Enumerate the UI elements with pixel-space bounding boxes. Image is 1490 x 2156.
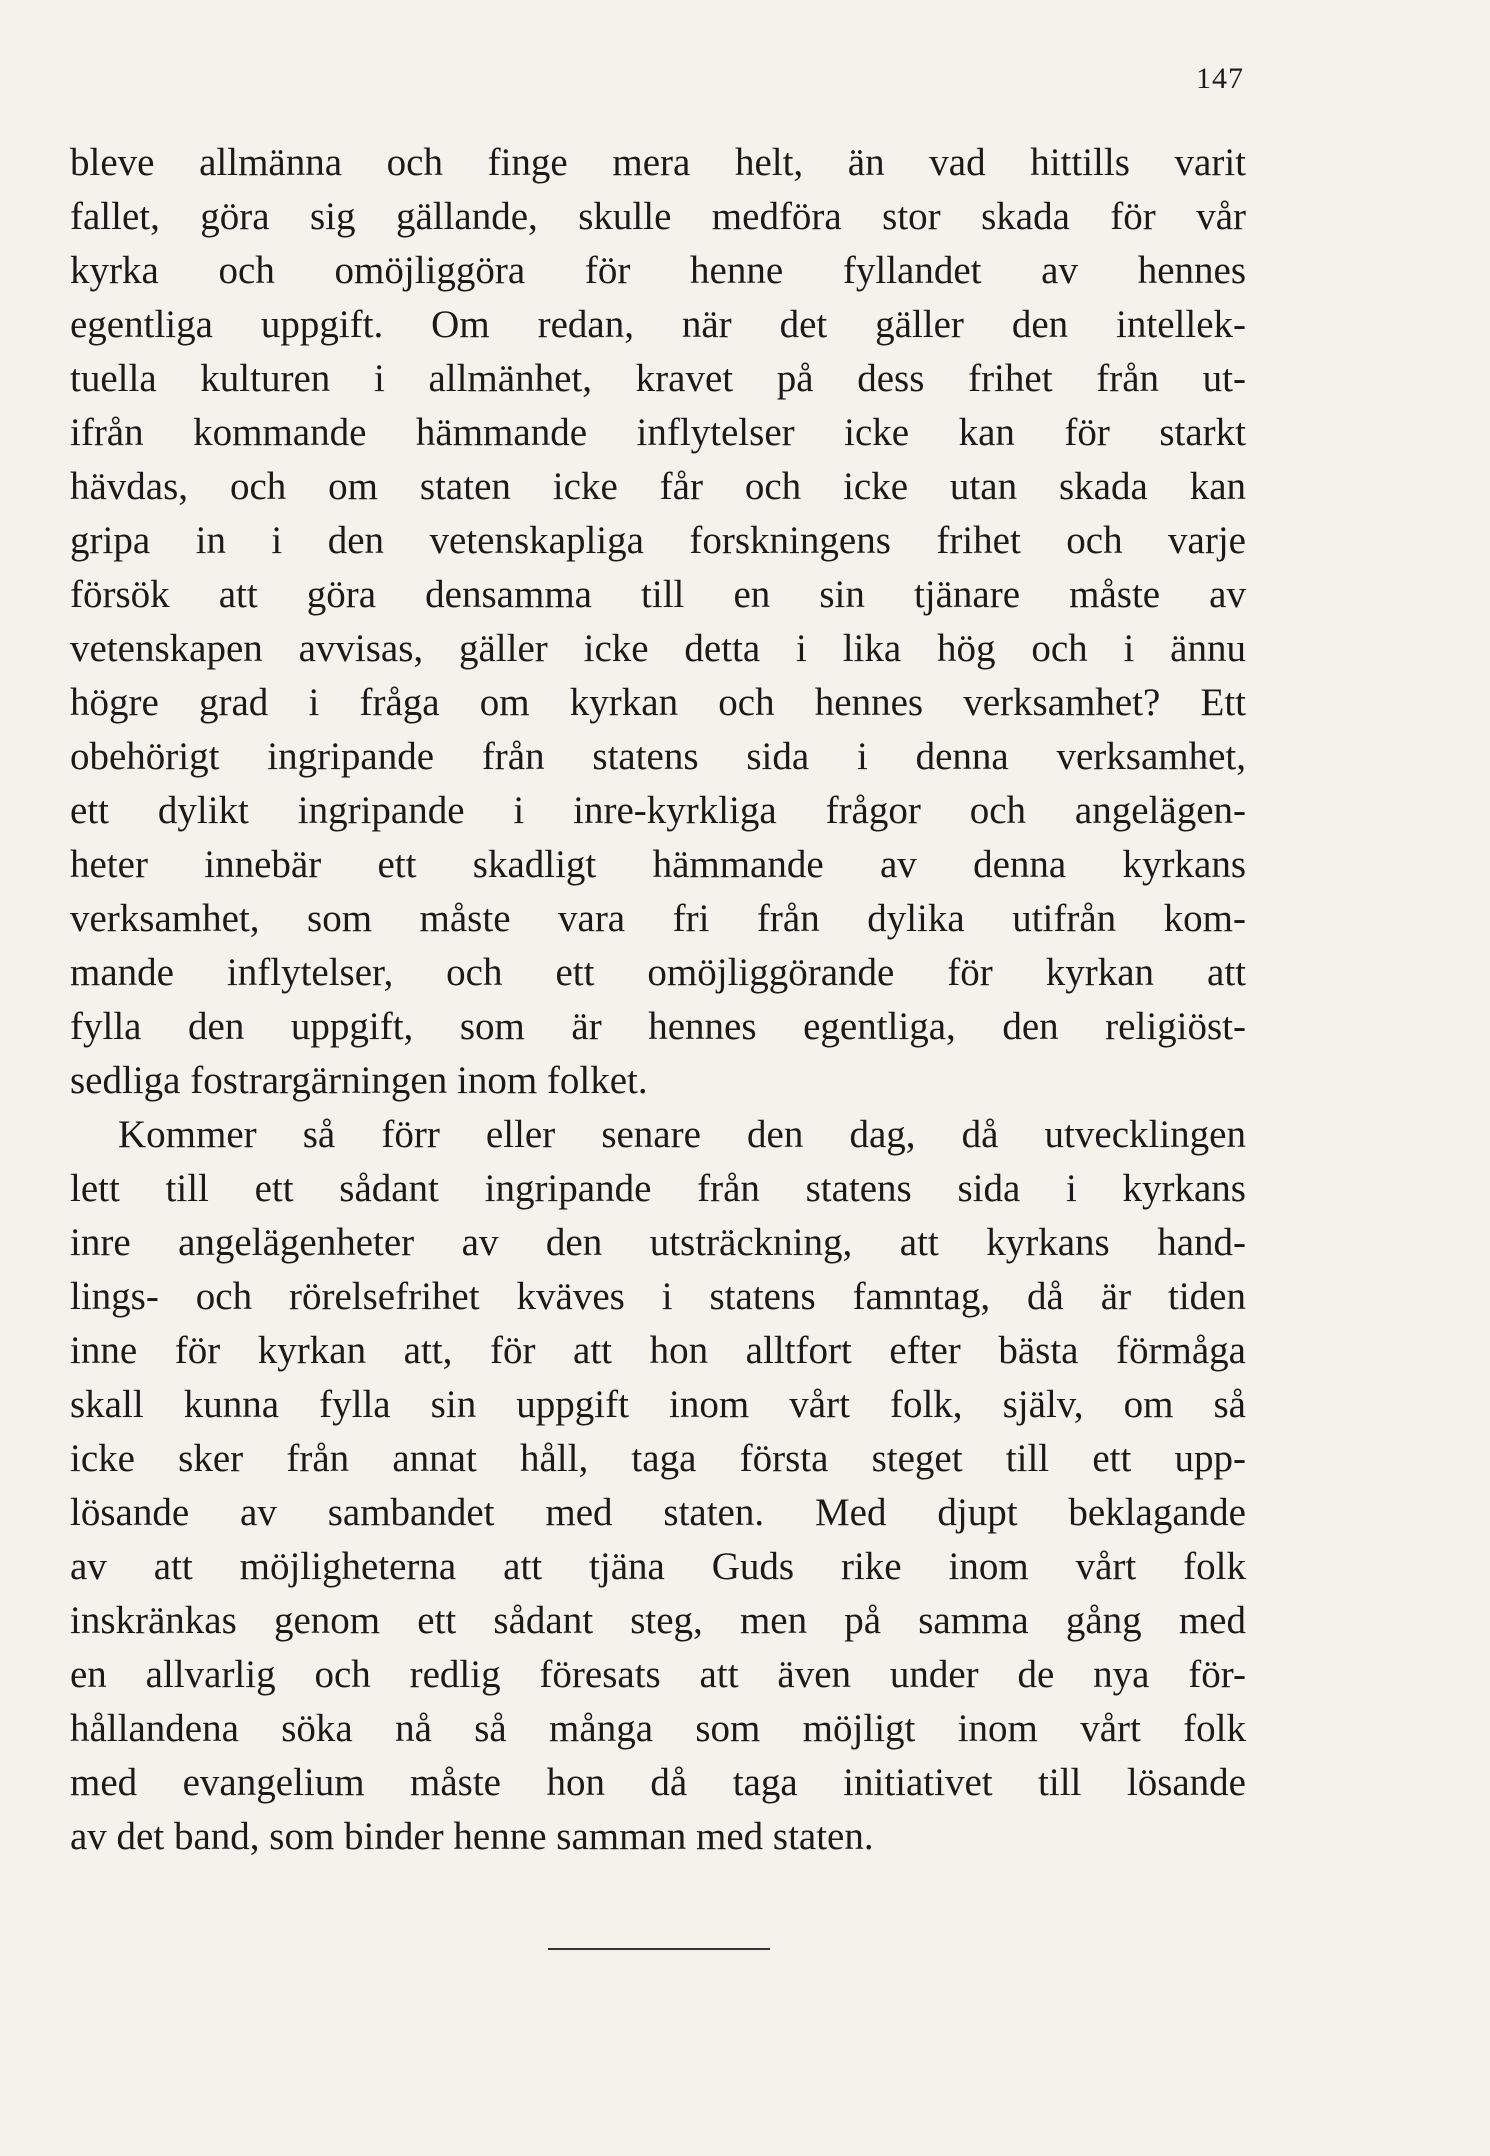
text-line: försök att göra densamma till en sin tjänare måste av (70, 573, 1246, 616)
paragraph-1 (70, 136, 1246, 1108)
text-line: en allvarlig och redlig föresats att även under de nya för- (70, 1653, 1246, 1696)
text-line: lett till ett sådant ingripande från statens sida i kyrkans (70, 1167, 1246, 1210)
text-line: Kommer så förr eller senare den dag, då utvecklingen (118, 1113, 1246, 1156)
text-line: fylla den uppgift, som är hennes egentliga, den religiöst- (70, 1005, 1246, 1048)
text-line: lösande av sambandet med staten. Med djupt beklagande (70, 1491, 1246, 1534)
body-text (70, 136, 1246, 1864)
text-line: av att möjligheterna att tjäna Guds rike inom vårt folk (70, 1545, 1246, 1588)
text-line: obehörigt ingripande från statens sida i denna verksamhet, (70, 735, 1246, 778)
text-line: tuella kulturen i allmänhet, kravet på dess frihet från ut- (70, 357, 1246, 400)
page-number: 147 (1196, 62, 1244, 95)
text-line: bleve allmänna och finge mera helt, än vad hittills varit (70, 141, 1246, 184)
text-line: inre angelägenheter av den utsträckning, att kyrkans hand- (70, 1221, 1246, 1264)
text-line: ett dylikt ingripande i inre-kyrkliga frågor och angelägen- (70, 789, 1246, 832)
text-line: inskränkas genom ett sådant steg, men på samma gång med (70, 1599, 1246, 1642)
text-line: högre grad i fråga om kyrkan och hennes verksamhet? Ett (70, 681, 1246, 724)
text-line: ifrån kommande hämmande inflytelser icke kan för starkt (70, 411, 1246, 454)
text-line: mande inflytelser, och ett omöjliggörande för kyrkan att (70, 951, 1246, 994)
text-line: hållandena söka nå så många som möjligt inom vårt folk (70, 1707, 1246, 1750)
section-divider (548, 1948, 770, 1950)
text-line: icke sker från annat håll, taga första steget till ett upp- (70, 1437, 1246, 1480)
text-line: sedliga fostrargärningen inom folket. (70, 1059, 648, 1102)
text-line: egentliga uppgift. Om redan, när det gäller den intellek- (70, 303, 1246, 346)
text-line: heter innebär ett skadligt hämmande av denna kyrkans (70, 843, 1246, 886)
text-line: verksamhet, som måste vara fri från dylika utifrån kom- (70, 897, 1246, 940)
text-line: lings- och rörelsefrihet kväves i statens famntag, då är tiden (70, 1275, 1246, 1318)
text-line: av det band, som binder henne samman med staten. (70, 1815, 874, 1858)
text-line: vetenskapen avvisas, gäller icke detta i lika hög och i ännu (70, 627, 1246, 670)
text-line: kyrka och omöjliggöra för henne fyllandet av hennes (70, 249, 1246, 292)
text-line: gripa in i den vetenskapliga forskningens frihet och varje (70, 519, 1246, 562)
paragraph-2 (70, 1108, 1246, 1864)
text-line: hävdas, och om staten icke får och icke utan skada kan (70, 465, 1246, 508)
text-line: med evangelium måste hon då taga initiativet till lösande (70, 1761, 1246, 1804)
text-line: fallet, göra sig gällande, skulle medföra stor skada för vår (70, 195, 1246, 238)
text-line: inne för kyrkan att, för att hon alltfort efter bästa förmåga (70, 1329, 1246, 1372)
text-line: skall kunna fylla sin uppgift inom vårt folk, själv, om så (70, 1383, 1246, 1426)
